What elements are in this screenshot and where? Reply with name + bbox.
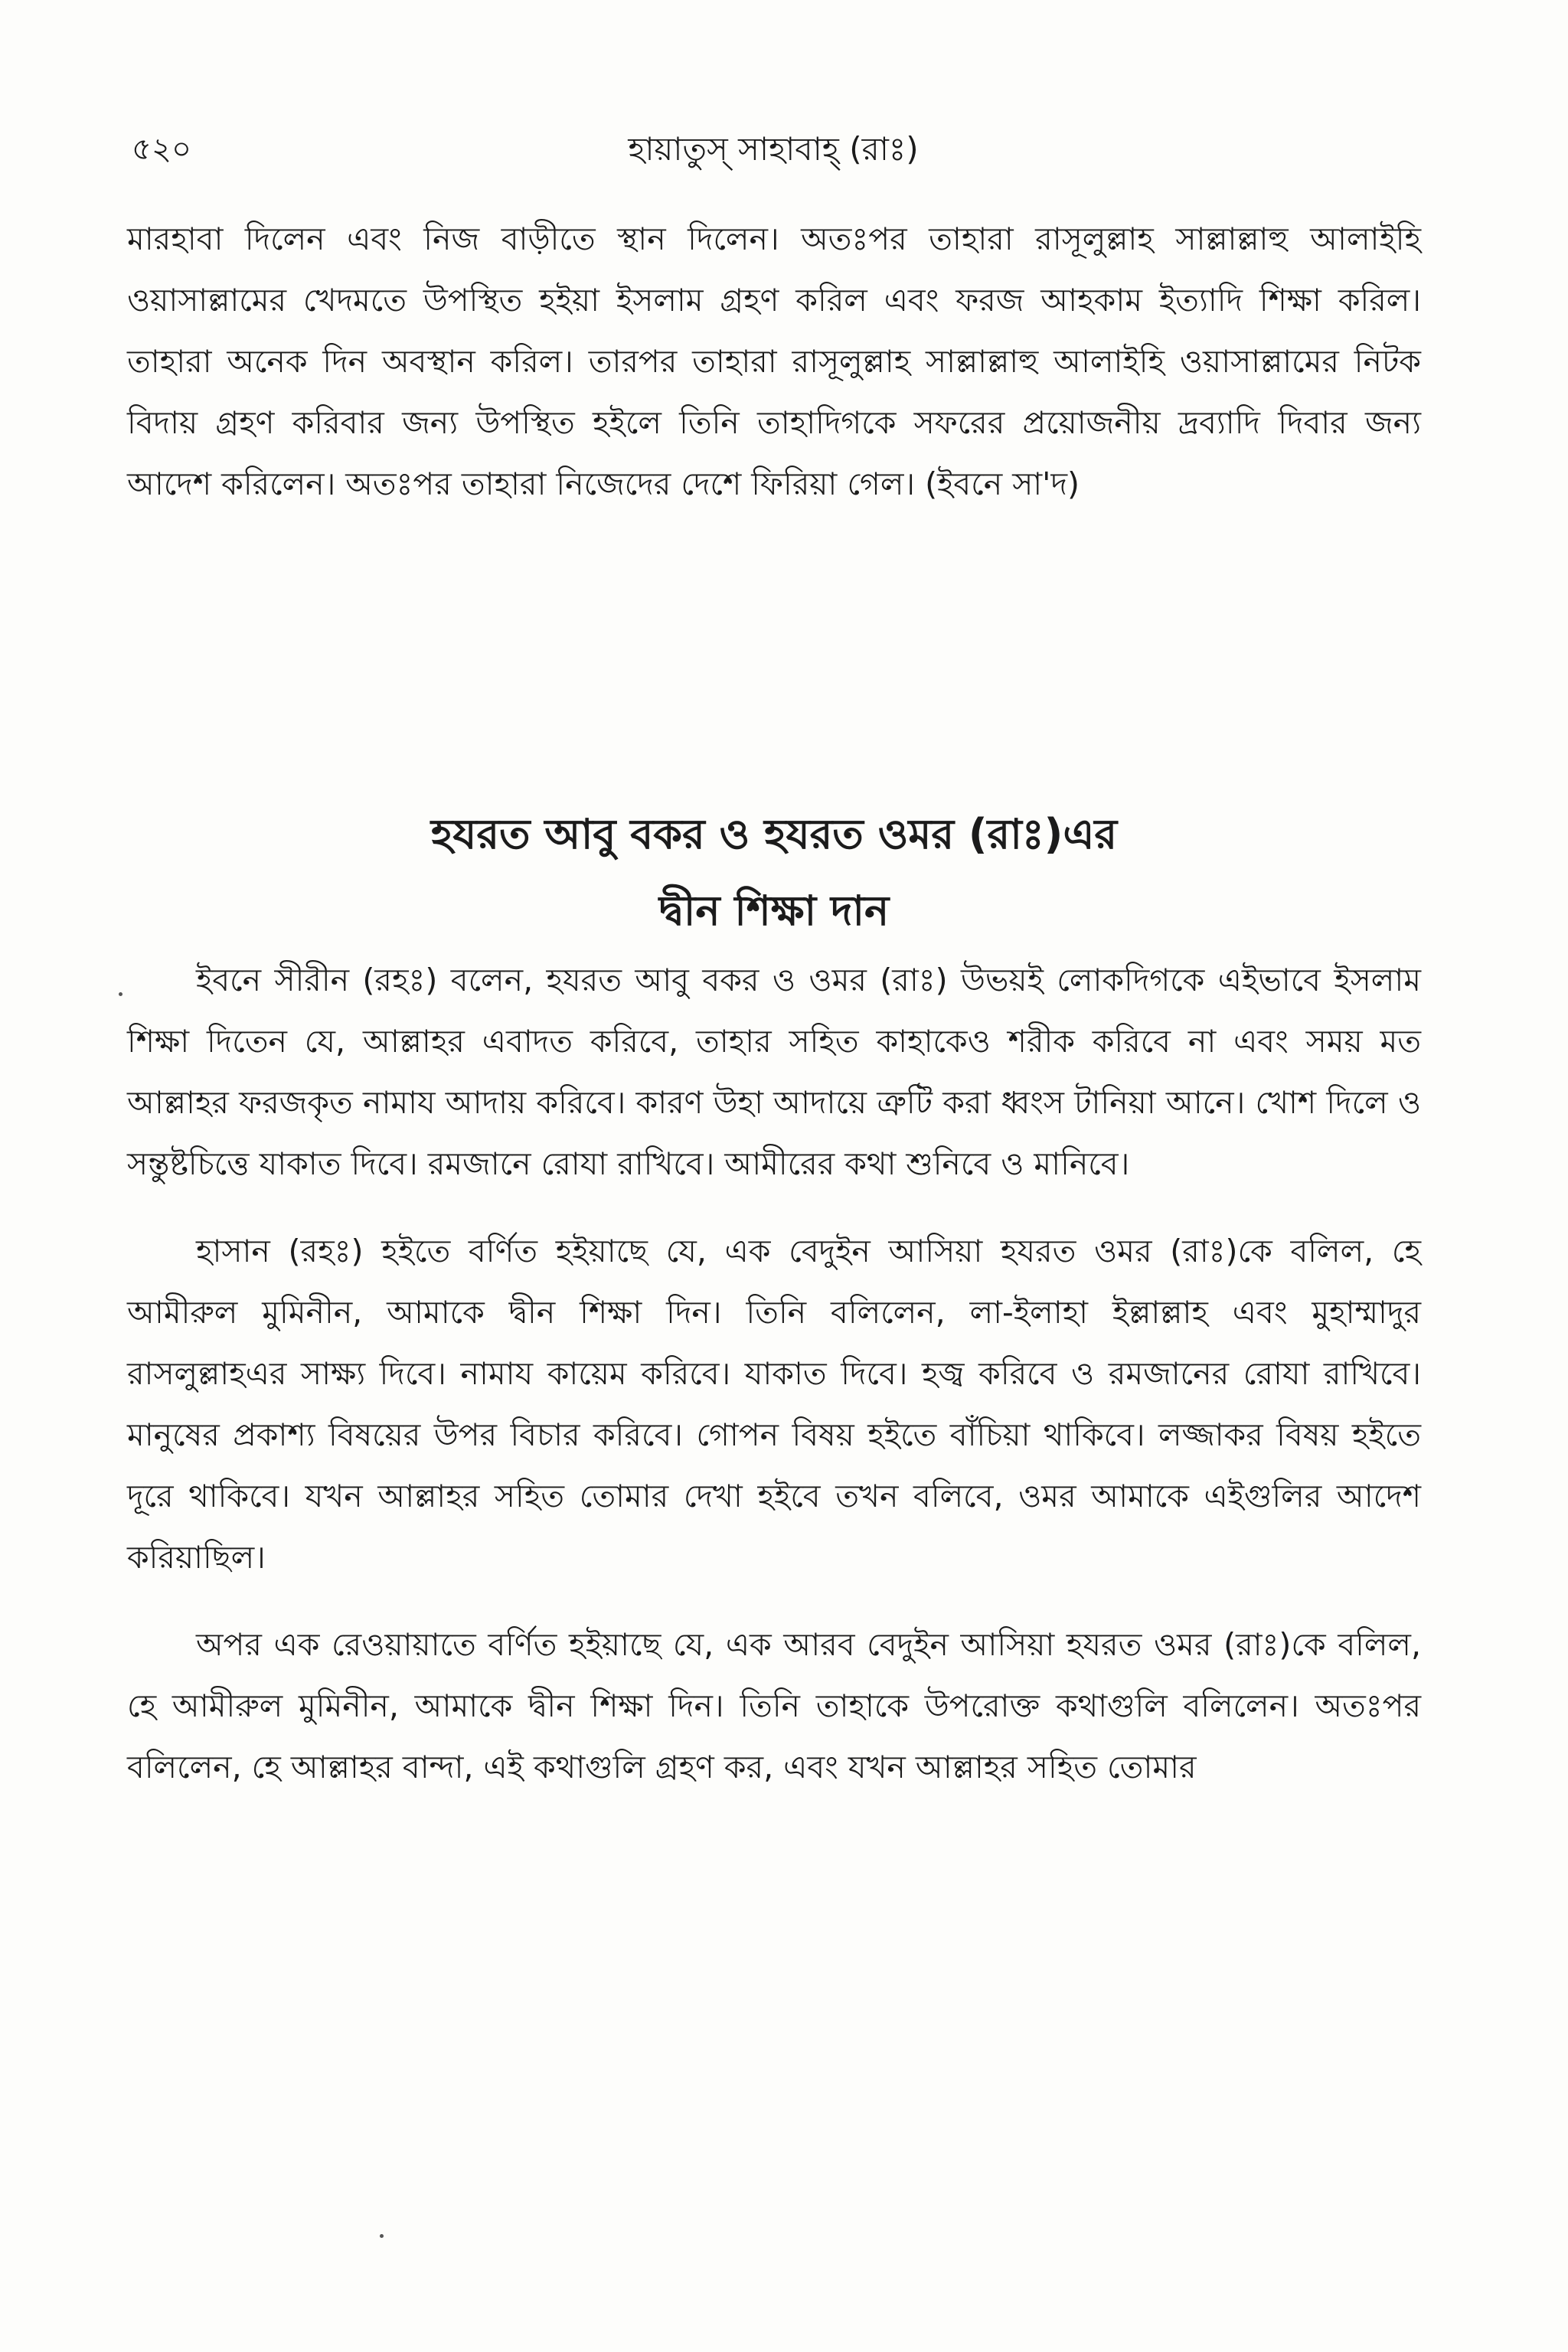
intro-paragraph: মারহাবা দিলেন এবং নিজ বাড়ীতে স্থান দিলেন। অতঃপর তাহারা রাসূলুল্লাহ সাল্লাল্লাহু আলাইহি ওয়াসাল্লামের খেদমতে উপস্থিত হইয়া ইসলাম গ্রহণ করিল এবং ফরজ আহকাম ইত্যাদি শিক্ষা করিল। তাহারা অনেক দিন অবস্থান করিল। তারপর তাহারা রাসূলুল্লাহ সাল্লাল্লাহু আলাইহি ওয়াসাল্লামের নিটক বিদায় গ্রহণ করিবার জন্য উপস্থিত হইলে তিনি তাহাদিগকে সফরের প্রয়োজনীয় দ্রব্যাদি দিবার জন্য আদেশ করিলেন। অতঃপর তাহারা নিজেদের দেশে ফিরিয়া গেল। (ইবনে সা'দ) bbox=[127, 220, 1421, 502]
page-number: ৫২০ bbox=[132, 132, 191, 167]
section-heading-line-1: হযরত আবু বকর ও হযরত ওমর (রাঃ)এর bbox=[430, 810, 1118, 858]
scan-speck bbox=[380, 2234, 384, 2238]
section-paragraph: হাসান (রহঃ) হইতে বর্ণিত হইয়াছে যে, এক বেদুইন আসিয়া হযরত ওমর (রাঃ)কে বলিল, হে আমীরুল মুমিনীন, আমাকে দ্বীন শিক্ষা দিন। তিনি বলিলেন, লা-ইলাহা ইল্লাল্লাহ এবং মুহাম্মাদুর রাসলুল্লাহএর সাক্ষ্য দিবে। নামায কায়েম করিবে। যাকাত দিবে। হজ্ব করিবে ও রমজানের রোযা রাখিবে। মানুষের প্রকাশ্য বিষয়ের উপর বিচার করিবে। গোপন বিষয় হইতে বাঁচিয়া থাকিবে। লজ্জাকর বিষয় হইতে দূরে থাকিবে। যখন আল্লাহর সহিত তোমার দেখা হইবে তখন বলিবে, ওমর আমাকে এইগুলির আদেশ করিয়াছিল। bbox=[127, 1233, 1421, 1576]
section-heading bbox=[127, 796, 1421, 949]
running-header bbox=[115, 122, 1432, 176]
section-heading-line-2: দ্বীন শিক্ষা দান bbox=[658, 887, 890, 935]
running-title: হায়াতুস্ সাহাবাহ্ (রাঃ) bbox=[628, 130, 919, 168]
section-paragraph: অপর এক রেওয়ায়াতে বর্ণিত হইয়াছে যে, এক আরব বেদুইন আসিয়া হযরত ওমর (রাঃ)কে বলিল, হে আমীরুল মুমিনীন, আমাকে দ্বীন শিক্ষা দিন। তিনি তাহাকে উপরোক্ত কথাগুলি বলিলেন। অতঃপর বলিলেন, হে আল্লাহর বান্দা, এই কথাগুলি গ্রহণ কর, এবং যখন আল্লাহর সহিত তোমার bbox=[127, 1626, 1421, 1785]
scan-speck bbox=[119, 992, 122, 996]
section-paragraph: ইবনে সীরীন (রহঃ) বলেন, হযরত আবু বকর ও ওমর (রাঃ) উভয়ই লোকদিগকে এইভাবে ইসলাম শিক্ষা দিতেন যে, আল্লাহর এবাদত করিবে, তাহার সহিত কাহাকেও শরীক করিবে না এবং সময় মত আল্লাহর ফরজকৃত নামায আদায় করিবে। কারণ উহা আদায়ে ত্রুটি করা ধ্বংস টানিয়া আনে। খোশ দিলে ও সন্তুষ্টচিত্তে যাকাত দিবে। রমজানে রোযা রাখিবে। আমীরের কথা শুনিবে ও মানিবে। bbox=[127, 962, 1421, 1182]
section-body bbox=[127, 949, 1421, 1798]
